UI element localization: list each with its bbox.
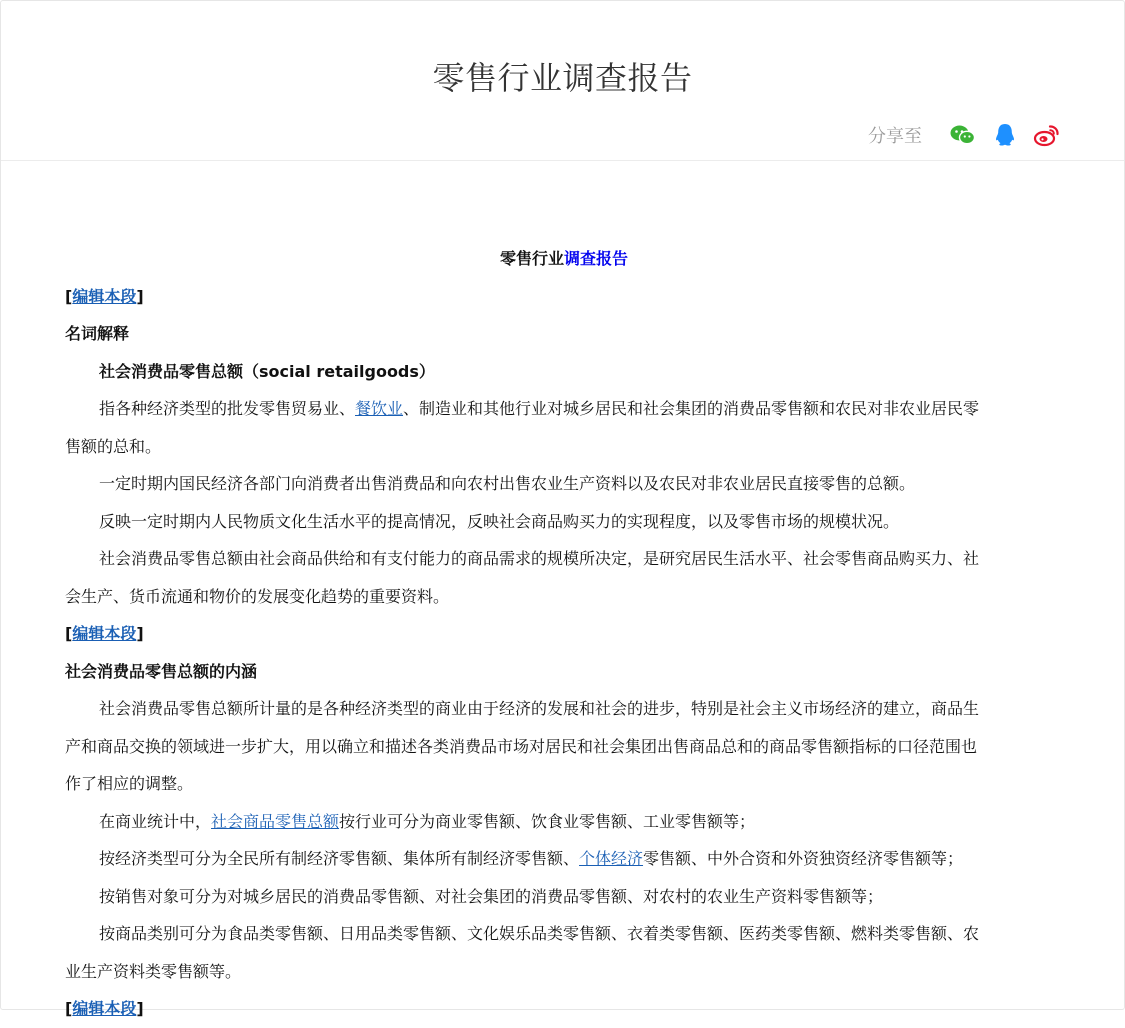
- share-bar: [868, 120, 1062, 150]
- paragraph: 反映一定时期内人民物质文化生活水平的提高情况，反映社会商品购买力的实现程度，以及零售市场的规模状况。: [99, 511, 900, 531]
- page-title: 零售行业调查报告: [432, 59, 693, 97]
- individual-economy-link[interactable]: 个体经济: [579, 849, 644, 868]
- term-heading: 社会消费品零售总额（social retailgoods）: [99, 361, 435, 381]
- bracket-open: [: [65, 286, 73, 306]
- edit-section-button[interactable]: 编辑本段: [72, 624, 137, 643]
- bracket-open: [: [65, 999, 73, 1018]
- article-header: [1, 1, 1124, 161]
- paragraph: [65, 803, 1063, 841]
- edit-section-link: [65, 615, 1063, 653]
- paragraph-continuation: 作了相应的调整。: [65, 774, 194, 793]
- article-title: [65, 240, 1063, 278]
- bracket-close: ]: [136, 624, 144, 643]
- article-title-text: 零售行业: [499, 249, 564, 268]
- edit-section-link: [65, 278, 1063, 316]
- paragraph-text: 在商业统计中，: [99, 811, 212, 831]
- catering-link[interactable]: 餐饮业: [355, 399, 404, 418]
- paragraph: 社会消费品零售总额所计量的是各种经济类型的商业由于经济的发展和社会的进步，特别是社会主义市场经济的建立，商品生: [99, 699, 980, 718]
- bracket-open: [: [65, 624, 73, 643]
- edit-section-button[interactable]: 编辑本段: [72, 286, 137, 306]
- paragraph-text: 指各种经济类型的批发零售贸易业、: [99, 399, 356, 418]
- paragraph-text: 、制造业和其他行业对城乡居民和社会集团的消费品零售额和农民对非农业居民零: [403, 399, 980, 418]
- share-label: 分享至: [868, 126, 922, 147]
- edit-section-button[interactable]: 编辑本段: [72, 999, 137, 1018]
- paragraph: 社会消费品零售总额由社会商品供给和有支付能力的商品需求的规模所决定，是研究居民生活水平、社会零售商品购买力、社: [99, 549, 980, 568]
- qq-icon[interactable]: [990, 120, 1020, 150]
- paragraph-continuation: 业生产资料类零售额等。: [65, 961, 242, 981]
- wechat-icon[interactable]: [948, 120, 978, 150]
- paragraph-continuation: 会生产、货币流通和物价的发展变化趋势的重要资料。: [65, 586, 450, 606]
- section-heading: 社会消费品零售总额的内涵: [65, 661, 258, 681]
- paragraph: [65, 840, 1063, 878]
- bracket-close: ]: [136, 999, 144, 1018]
- paragraph-continuation: 售额的总和。: [65, 436, 162, 456]
- article-title-link[interactable]: 调查报告: [564, 249, 629, 268]
- paragraph-text: 按行业可分为商业零售额、饮食业零售额、工业零售额等；: [339, 811, 756, 831]
- paragraph-text: 零售额、中外合资和外资独资经济零售额等；: [643, 849, 964, 868]
- article-body: [65, 240, 1063, 1028]
- paragraph-continuation: 产和商品交换的领域进一步扩大，用以确立和描述各类消费品市场对居民和社会集团出售商品总和的商品零售额指标的口径范围也: [65, 736, 978, 756]
- section-heading: 名词解释: [65, 324, 130, 343]
- weibo-icon[interactable]: [1032, 120, 1062, 150]
- paragraph: 一定时期内国民经济各部门向消费者出售消费品和向农村出售农业生产资料以及农民对非农业居民直接零售的总额。: [99, 474, 916, 493]
- paragraph-text: 按经济类型可分为全民所有制经济零售额、集体所有制经济零售额、: [99, 849, 580, 868]
- paragraph: 按商品类别可分为食品类零售额、日用品类零售额、文化娱乐品类零售额、衣着类零售额、医药类零售额、燃料类零售额、农: [99, 924, 980, 943]
- retail-total-link[interactable]: 社会商品零售总额: [211, 811, 340, 831]
- paragraph: [65, 390, 1063, 428]
- bracket-close: ]: [136, 286, 144, 306]
- paragraph: 按销售对象可分为对城乡居民的消费品零售额、对社会集团的消费品零售额、对农村的农业生产资料零售额等；: [99, 886, 884, 906]
- edit-section-link: [65, 990, 1063, 1028]
